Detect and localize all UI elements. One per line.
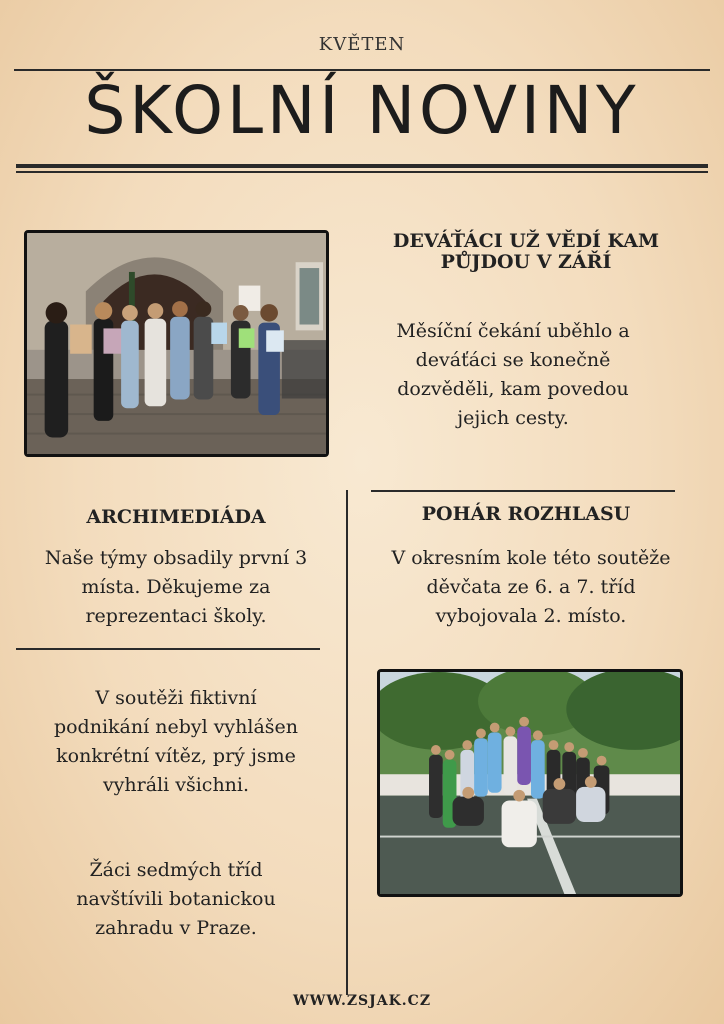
left-section-rule [16, 648, 320, 650]
article-ninth-headline-line2: PŮJDOU V ZÁŘÍ [440, 251, 612, 273]
right-section-rule [371, 490, 675, 492]
article-botanika-text: Žáci sedmých tříd navštívili botanickou zahradu v Praze. [76, 859, 276, 939]
header-bottom-rule-thin [16, 171, 708, 173]
issue-month: KVĚTEN [318, 34, 406, 55]
header-bottom-rule-thick [16, 164, 708, 168]
article-ninth-headline-line1: DEVÁŤÁCI UŽ VĚDÍ KAM [392, 230, 660, 252]
photo-pohar-team [377, 669, 683, 897]
article-archimediada-headline: ARCHIMEDIÁDA [86, 506, 266, 528]
article-pohar-headline: POHÁR ROZHLASU [421, 503, 631, 525]
newspaper-title: ŠKOLNÍ NOVINY [84, 72, 640, 149]
article-archimediada-text: Naše týmy obsadily první 3 místa. Děkujeme za reprezentaci školy. [44, 547, 308, 627]
photo-ninth-graders [24, 230, 329, 457]
article-ninth-headline [360, 231, 692, 273]
article-podnikani-text: V soutěži fiktivní podnikání nebyl vyhlášen konkrétní vítěz, prý jsme vyhráli všichni. [53, 687, 299, 796]
photo-ninth-graders-image [27, 233, 326, 454]
footer-website[interactable]: WWW.ZSJAK.CZ [292, 993, 432, 1009]
article-pohar-text: V okresním kole této soutěže děvčata ze 6. a 7. tříd vybojovala 2. místo. [391, 547, 671, 627]
header-top-rule [14, 69, 710, 71]
column-divider [346, 490, 348, 995]
photo-pohar-team-image [380, 672, 680, 894]
article-ninth-text: Měsíční čekání uběhlo a deváťáci se konečně dozvěděli, kam povedou jejich cesty. [396, 320, 630, 429]
